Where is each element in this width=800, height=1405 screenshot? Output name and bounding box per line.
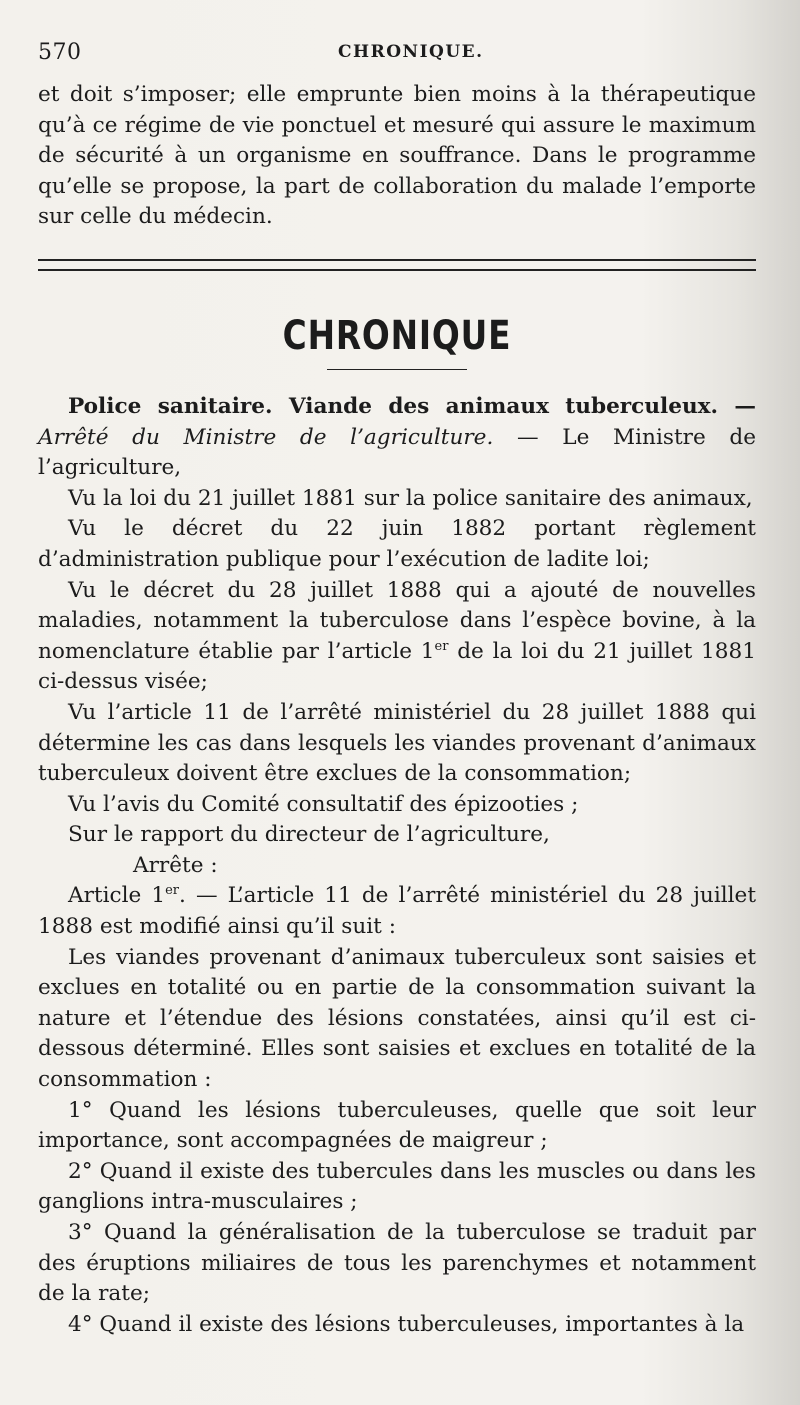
paragraph-rapport: Sur le rapport du directeur de l’agriculture, bbox=[68, 822, 550, 848]
article-heading bbox=[38, 392, 756, 484]
paragraph-avis-comite: Vu l’avis du Comité consultatif des épizooties ; bbox=[68, 791, 579, 817]
title-underline bbox=[327, 369, 467, 370]
article-1-text: Article 1 bbox=[68, 883, 166, 909]
paragraph-article-11: Vu l’article 11 de l’arrêté ministériel du 28 juillet 1888 qui détermine les cas dans lesquels les viandes provenant d’animaux tuberculeux doivent être exclues de la consommation; bbox=[38, 699, 756, 787]
paragraph-item-2: 2° Quand il existe des tubercules dans les muscles ou dans les ganglions intra-musculaires ; bbox=[38, 1158, 756, 1215]
paragraph-loi-1881: Vu la loi du 21 juillet 1881 sur la police sanitaire des animaux, bbox=[68, 485, 753, 511]
article-heading-italic: Arrêté du Ministre de l’agriculture. bbox=[38, 424, 494, 450]
decret-1888-sup: er bbox=[434, 638, 449, 654]
section-divider bbox=[38, 259, 756, 271]
article-heading-rest: — Le Ministre de l’agriculture, bbox=[38, 424, 757, 481]
running-head bbox=[38, 0, 756, 65]
page-number: 570 bbox=[38, 40, 82, 65]
paragraph-article-1 bbox=[38, 881, 756, 942]
article-1-text-end: . — L’article 11 de l’arrêté ministériel du 28 juillet 1888 est modifié ainsi qu’il suit : bbox=[38, 883, 756, 940]
paragraph-item-4: 4° Quand il existe des lésions tuberculeuses, importantes à la bbox=[68, 1311, 745, 1337]
article-heading-bold: Police sanitaire. Viande des animaux tuberculeux. — bbox=[68, 393, 756, 419]
paragraph-viandes: Les viandes provenant d’animaux tuberculeux sont saisies et exclues en totalité ou en partie de la consommation suivant la nature et l’étendue des lésions constatées, ainsi qu’il est ci-dessous déterminé. Elles sont saisies et exclues en totalité de la consommation : bbox=[38, 944, 756, 1093]
carryover-text: et doit s’imposer; elle emprunte bien moins à la thérapeutique qu’à ce régime de vie ponctuel et mesuré qui assure le maximum de sécurité à un organisme en souffrance. Dans le programme qu’elle se propose, la part de collaboration du malade l’emporte sur celle du médecin. bbox=[38, 82, 756, 230]
paragraph-arrete: Arrête : bbox=[133, 852, 218, 878]
carryover-paragraph bbox=[38, 80, 756, 233]
decret-1888-text: Vu le décret du 28 juillet 1888 qui a ajouté de nouvelles maladies, notamment la tuberculose dans l’espèce bovine, à la nomenclature établie par l’article 1 bbox=[38, 577, 756, 664]
paragraph-decret-1882: Vu le décret du 22 juin 1882 portant règlement d’administration publique pour l’exécution de ladite loi; bbox=[38, 516, 756, 572]
running-title: CHRONIQUE. bbox=[338, 42, 484, 62]
paragraph-item-3: 3° Quand la généralisation de la tuberculose se traduit par des éruptions miliaires de tous les parenchymes et notamment de la rate; bbox=[38, 1220, 756, 1307]
paragraph-decret-1888 bbox=[38, 576, 756, 698]
article-1-sup: er bbox=[165, 883, 180, 899]
article-body bbox=[38, 392, 756, 1340]
decret-1888-text-end: de la loi du 21 juillet 1881 ci-dessus visée; bbox=[38, 638, 756, 695]
paragraph-item-1: 1° Quand les lésions tuberculeuses, quelle que soit leur importance, sont accompagnées de maigreur ; bbox=[38, 1097, 756, 1154]
section-title: CHRONIQUE bbox=[282, 312, 512, 359]
